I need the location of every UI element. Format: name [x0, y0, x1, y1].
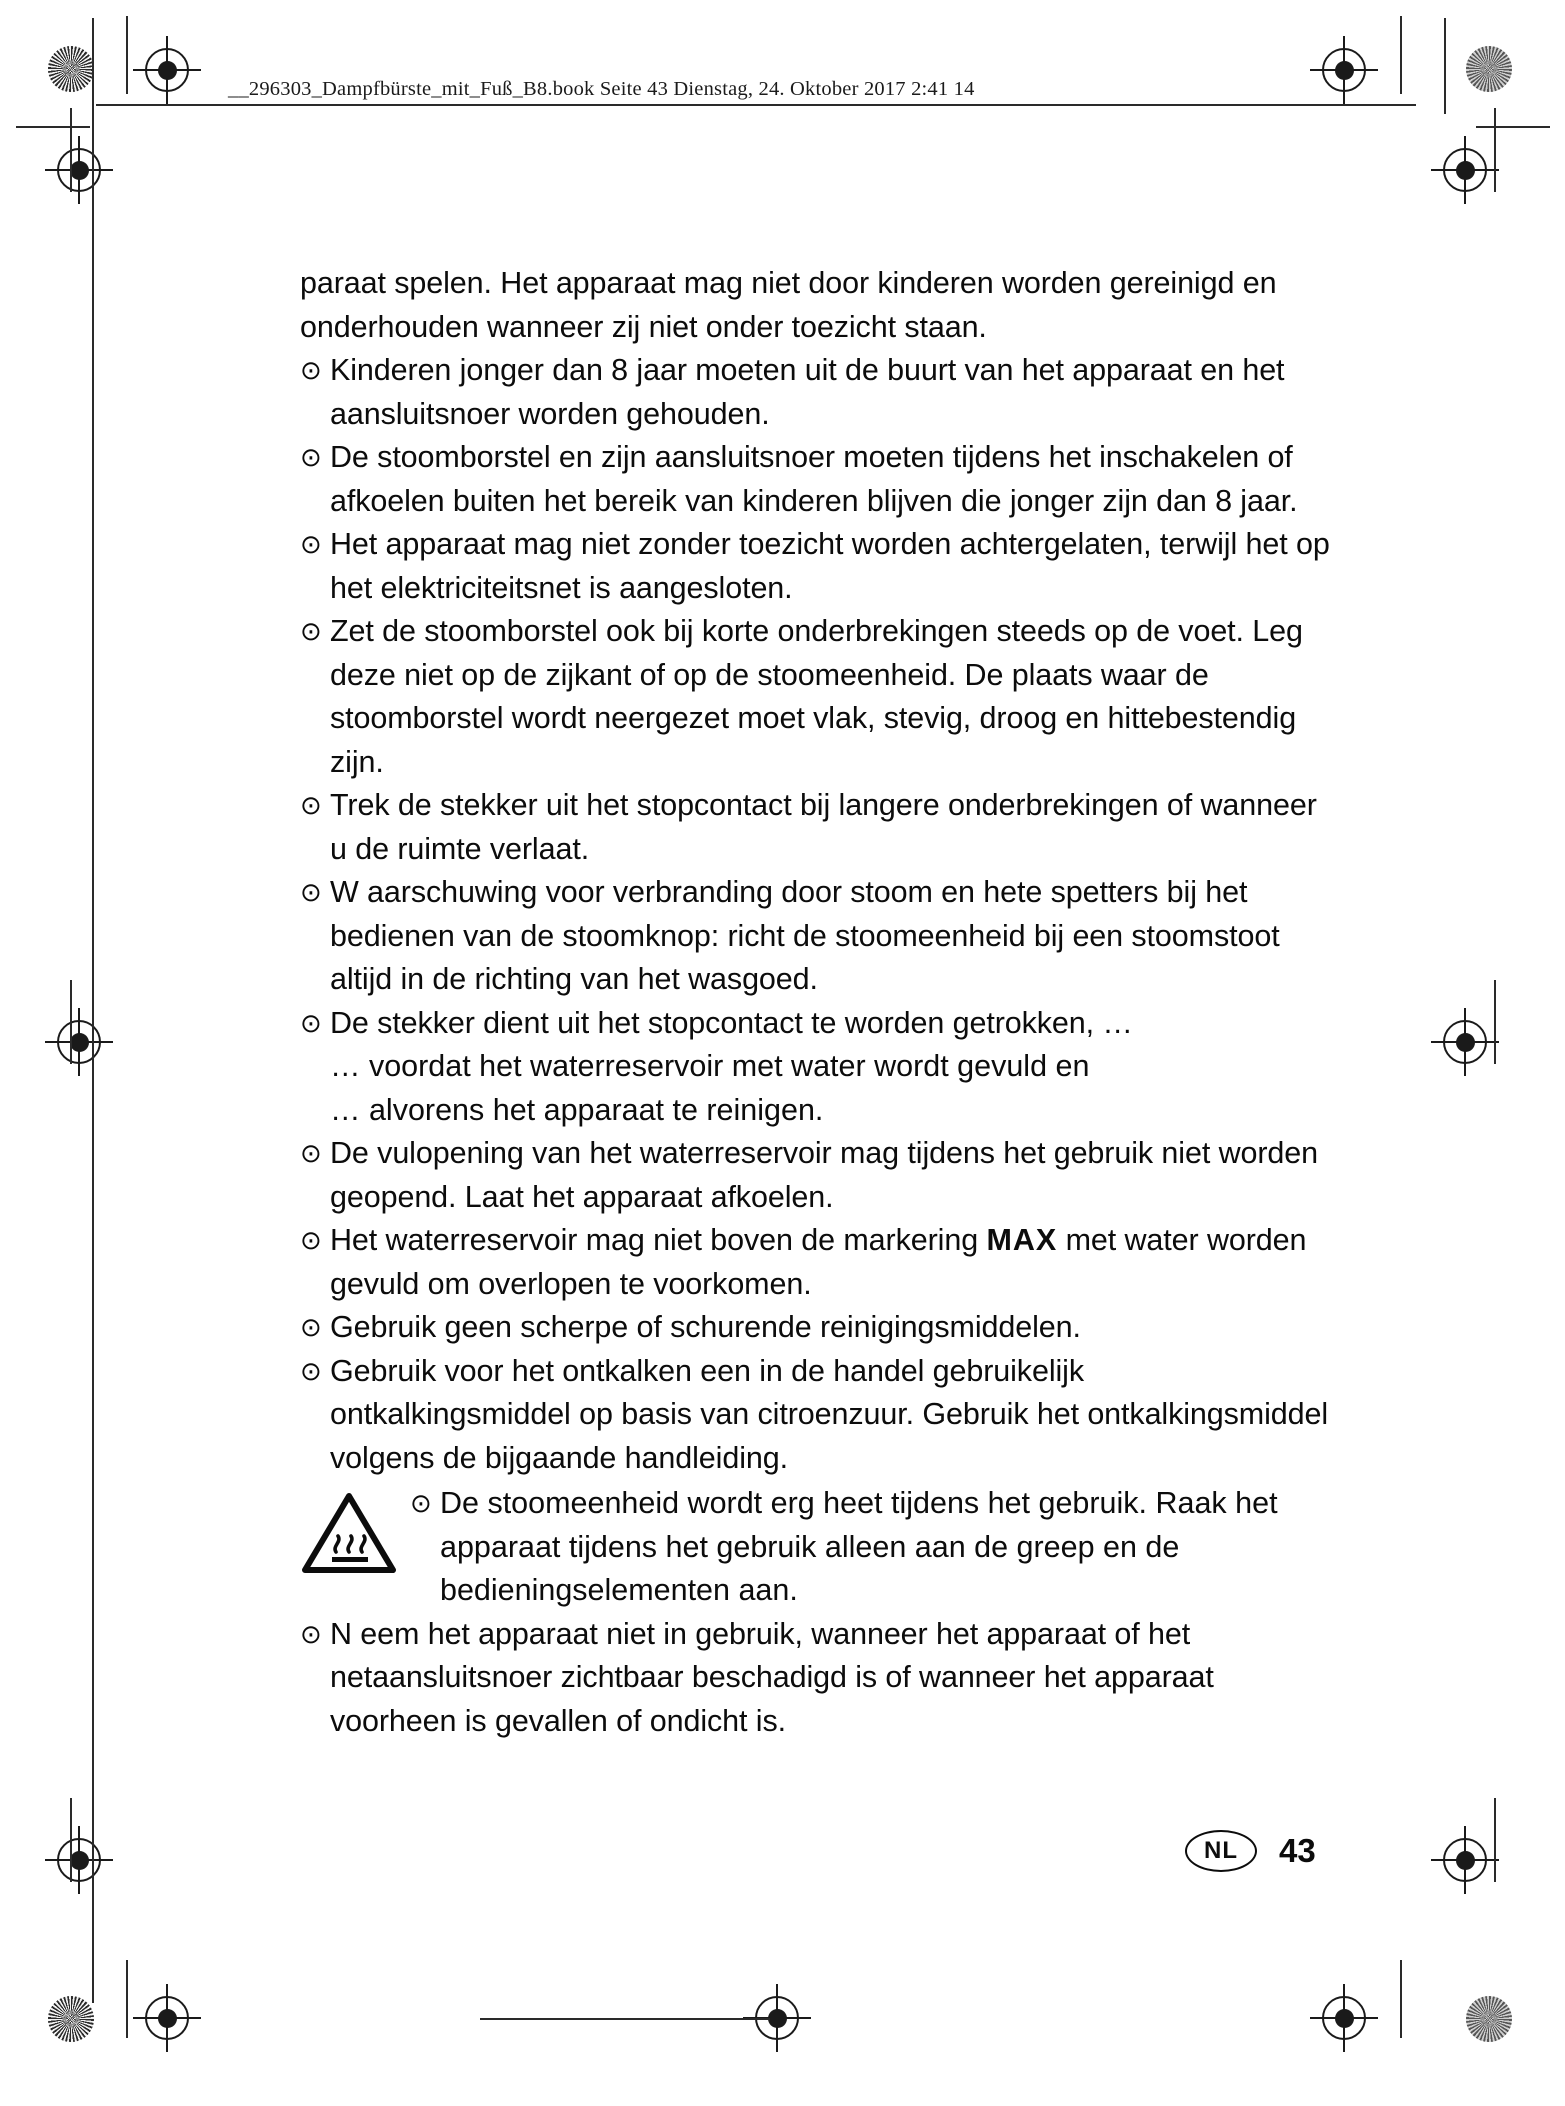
- safety-bullet-descaling: [300, 1350, 1330, 1481]
- language-badge: NL: [1185, 1830, 1257, 1872]
- crop-tick-left-middle: [70, 980, 72, 1064]
- header-rule: [96, 104, 1416, 106]
- bullet-dot-icon: ⊙: [300, 1618, 322, 1649]
- safety-bullet-unplug-breaks: [300, 784, 1330, 871]
- sub-item-fill-tank: … voordat het waterreservoir met water wordt gevuld en: [330, 1049, 1090, 1083]
- bullet-text: Kinderen jonger dan 8 jaar moeten uit de buurt van het apparaat en het aansluitsnoer worden gehouden.: [330, 353, 1285, 431]
- safety-bullet-unplug-conditions: [300, 1002, 1330, 1046]
- bullet-dot-icon: ⊙: [300, 442, 322, 472]
- crop-line-left-horizontal-top: [16, 126, 90, 128]
- bullet-text: [330, 1219, 1330, 1306]
- registration-mark-top-right: [1322, 48, 1366, 92]
- bullet-dot-icon: ⊙: [300, 355, 322, 385]
- bullet-dot-icon: ⊙: [300, 1007, 322, 1038]
- crop-tick-right-middle: [1494, 980, 1496, 1064]
- bullet-dot-icon: ⊙: [300, 1138, 322, 1168]
- safety-bullet-max-fill-level: [300, 1219, 1330, 1306]
- bullet-dot-icon: ⊙: [300, 1312, 322, 1342]
- bullet-text: Gebruik geen scherpe of schurende reinigingsmiddelen.: [330, 1310, 1081, 1344]
- bullet-dot-icon: ⊙: [300, 1225, 322, 1255]
- crop-line-bottom-center-horizontal: [480, 2018, 770, 2020]
- bullet-dot-icon: ⊙: [410, 1488, 432, 1518]
- crop-tick-right-top: [1494, 108, 1496, 192]
- safety-bullet-children-distance: [300, 349, 1330, 436]
- document-header-slug: __296303_Dampfbürste_mit_Fuß_B8.book Seite 43 Dienstag, 24. Oktober 2017 2:41 14: [228, 78, 975, 100]
- bullet-text: Trek de stekker uit het stopcontact bij langere onderbrekingen of wanneer u de ruimte verlaat.: [330, 788, 1317, 866]
- safety-bullet-no-abrasive-cleaners: [300, 1306, 1330, 1350]
- max-marking-label: MAX: [986, 1223, 1058, 1257]
- hot-surface-warning-bullet: [410, 1482, 1330, 1613]
- crop-line-right-horizontal-top: [1476, 126, 1550, 128]
- safety-bullet-steam-burn-warning: [300, 871, 1330, 1002]
- crop-line-top-left-vertical: [126, 16, 128, 94]
- bullet-text: N eem het apparaat niet in gebruik, wanneer het apparaat of het netaansluitsnoer zichtbaar beschadigd is of wanneer het apparaat voorheen is gevallen of ondicht is.: [330, 1616, 1214, 1738]
- safety-bullet-unattended: [300, 523, 1330, 610]
- registration-mark-right-upper: [1443, 148, 1487, 192]
- bullet-dot-icon: ⊙: [300, 877, 322, 907]
- safety-bullet-place-on-foot: [300, 610, 1330, 784]
- intro-paragraph: paraat spelen. Het apparaat mag niet door kinderen worden gereinigd en onderhouden wanneer zij niet onder toezicht staan.: [300, 266, 1277, 344]
- bullet-dot-icon: ⊙: [300, 1355, 322, 1386]
- safety-bullet-damaged-device: [300, 1613, 1330, 1744]
- bullet-text: W aarschuwing voor verbranding door stoom en hete spetters bij het bedienen van de stoomknop: richt de stoomeenheid bij een stoomstoot altijd in de richting van het wasgoed.: [330, 875, 1280, 996]
- crop-tick-left-bottom: [70, 1798, 72, 1882]
- registration-mark-left-upper: [57, 148, 101, 192]
- bullet-text: De stekker dient uit het stopcontact te worden getrokken, …: [330, 1005, 1133, 1040]
- registration-mark-left-middle: [57, 1020, 101, 1064]
- crop-line-bottom-right-vertical: [1400, 1960, 1402, 2038]
- page-border-right: [1444, 18, 1446, 114]
- bullet-text: Gebruik voor het ontkalken een in de handel gebruikelijk ontkalkingsmiddel op basis van citroenzuur. Gebruik het ontkalkingsmiddel volgens de bijgaande handleiding.: [330, 1353, 1329, 1475]
- print-rosette-top-left: [48, 46, 94, 92]
- print-rosette-bottom-right: [1466, 1996, 1512, 2042]
- crop-tick-left-top: [70, 108, 72, 192]
- bullet-dot-icon: ⊙: [300, 790, 322, 820]
- print-rosette-top-right: [1466, 46, 1512, 92]
- print-rosette-bottom-left: [48, 1996, 94, 2042]
- page-border-left: [92, 18, 94, 2003]
- hot-surface-warning-icon: [300, 1482, 410, 1581]
- bullet-dot-icon: ⊙: [300, 529, 322, 559]
- max-bullet-text-before: Het waterreservoir mag niet boven de markering: [330, 1223, 987, 1257]
- registration-mark-bottom-right: [1322, 1996, 1366, 2040]
- crop-line-bottom-left-vertical: [126, 1960, 128, 2038]
- safety-bullet-filling-opening: [300, 1132, 1330, 1219]
- hot-surface-warning-block: [300, 1482, 1330, 1613]
- page-content: [300, 262, 1330, 1743]
- page-footer: [1185, 1830, 1316, 1872]
- bullet-text: De stoomborstel en zijn aansluitsnoer moeten tijdens het inschakelen of afkoelen buiten het bereik van kinderen blijven die jonger zijn dan 8 jaar.: [330, 440, 1298, 518]
- crop-line-top-right-vertical: [1400, 16, 1402, 94]
- registration-mark-left-lower: [57, 1838, 101, 1882]
- safety-bullet-cord-reach: [300, 436, 1330, 523]
- registration-mark-bottom-left: [145, 1996, 189, 2040]
- registration-mark-top-left: [145, 48, 189, 92]
- sub-item-clean-device: … alvorens het apparaat te reinigen.: [330, 1092, 824, 1127]
- bullet-text: Het apparaat mag niet zonder toezicht worden achtergelaten, terwijl het op het elektriciteitsnet is aangesloten.: [330, 527, 1330, 605]
- registration-mark-right-middle: [1443, 1020, 1487, 1064]
- registration-mark-right-lower: [1443, 1838, 1487, 1882]
- crop-tick-right-bottom: [1494, 1798, 1496, 1882]
- bullet-text: De stoomeenheid wordt erg heet tijdens het gebruik. Raak het apparaat tijdens het gebruik alleen aan de greep en de bedieningselementen aan.: [440, 1486, 1278, 1607]
- bullet-text: Zet de stoomborstel ook bij korte onderbrekingen steeds op de voet. Leg deze niet op de zijkant of op de stoomeenheid. De plaats waar de stoomborstel wordt neergezet moet vlak, stevig, droog en hittebestendig zijn.: [330, 614, 1303, 779]
- page-number: 43: [1279, 1832, 1316, 1869]
- bullet-dot-icon: ⊙: [300, 616, 322, 646]
- max-bullet-text-after: met water worden gevuld om overlopen te voorkomen.: [330, 1223, 1307, 1301]
- bullet-text: De vulopening van het waterreservoir mag tijdens het gebruik niet worden geopend. Laat het apparaat afkoelen.: [330, 1136, 1318, 1214]
